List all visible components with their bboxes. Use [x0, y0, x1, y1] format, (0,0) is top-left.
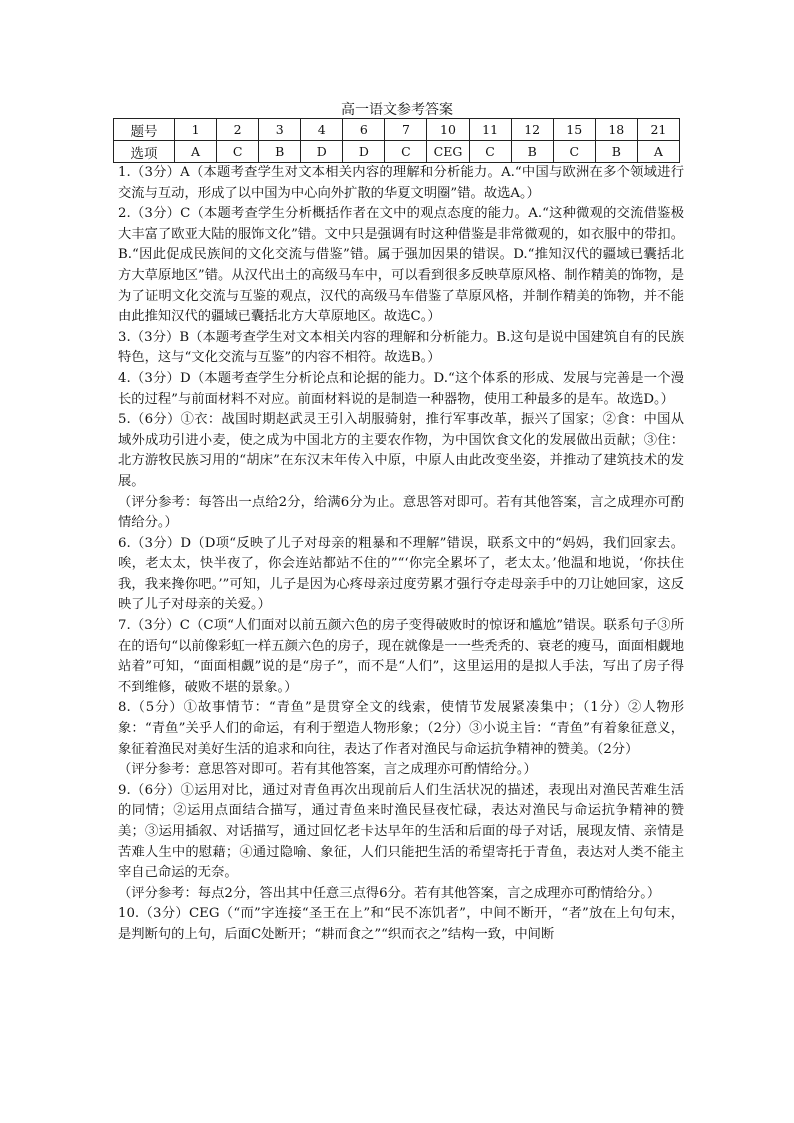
answer-paragraph-q9: 9.（6分）①运用对比，通过对青鱼再次出现前后人们生活状况的描述，表现出对渔民苦难生活的同情；②运用点面结合描写，通过青鱼来时渔民昼夜忙碌，表达对渔民与命运抗争精神的赞美；③运用插叙、对话描写，通过回忆老卡达早年的生活和后面的母子对话，展现友情、亲情是苦难人生中的慰藉；④通过隐喻、象征，人们只能把生活的希望寄托于青鱼，表达对人类不能主宰自己命运的无奈。	[118, 782, 684, 881]
question-number-row	[114, 119, 680, 141]
answer-paragraph-q8: 8.（5分）①故事情节：“青鱼”是贯穿全文的线索，使情节发展紧凑集中；（1分）②人物形象：“青鱼”关乎人们的命运，有利于塑造人物形象；（2分）③小说主旨：“青鱼”有着象征意义，象征着渔民对美好生活的追求和向往，表达了作者对渔民与命运抗争精神的赞美。（2分）	[118, 700, 684, 757]
scoring-note-q8: （评分参考：意思答对即可。若有其他答案，言之成理亦可酌情给分。）	[118, 762, 537, 778]
question-number-cell: 4	[301, 119, 343, 141]
answer-option-cell: C	[469, 141, 511, 163]
answer-option-cell: CEG	[427, 141, 469, 163]
answer-paragraph-q6: 6.（3分）D（D项“反映了儿子对母亲的粗暴和不理解”错误，联系文中的“妈妈，我们回家去。唉，老太太，快半夜了，你会连站都站不住的”“‘你完全累坏了，老太太。’他温和地说，‘你扶住我，我来搀你吧。’”可知，儿子是因为心疼母亲过度劳累才强行夺走母亲手中的刀让她回家，这反映了儿子对母亲的关爱。）	[118, 535, 684, 613]
answer-option-cell: B	[595, 141, 637, 163]
question-number-cell: 7	[385, 119, 427, 141]
answer-paragraph-q10: 10.（3分）CEG（“而”字连接“圣王在上”和“民不冻饥者”，中间不断开，“者”放在上句句末，是判断句的上句，后面C处断开；“耕而食之”“织而衣之”结构一致，中间断	[118, 906, 684, 942]
answer-explanations	[118, 163, 684, 946]
question-number-cell: 10	[427, 119, 469, 141]
answer-option-cell: B	[511, 141, 553, 163]
answer-table	[113, 118, 680, 163]
answer-option-cell: B	[259, 141, 301, 163]
question-number-cell: 2	[217, 119, 259, 141]
answer-option-cell: A	[175, 141, 217, 163]
answer-paragraph-q1: 1.（3分）A（本题考查学生对文本相关内容的理解和分析能力。A.“中国与欧洲在多个领域进行交流与互动，形成了以中国为中心向外扩散的华夏文明圈”错。故选A。）	[118, 165, 684, 201]
question-number-cell: 15	[553, 119, 595, 141]
row-label-number: 题号	[114, 119, 175, 141]
answer-option-cell: A	[637, 141, 679, 163]
answer-paragraph-q5: 5.（6分）①衣：战国时期赵武灵王引入胡服骑射，推行军事改革，振兴了国家；②食：中国从域外成功引进小麦，使之成为中国北方的主要农作物，为中国饮食文化的发展做出贡献；③住：北方游牧民族习用的“胡床”在东汉末年传入中原，中原人由此改变坐姿，并推动了建筑技术的发展。	[118, 412, 684, 489]
row-label-option: 选项	[114, 141, 175, 163]
answer-option-cell: C	[553, 141, 595, 163]
answer-paragraph-q2: 2.（3分）C（本题考查学生分析概括作者在文中的观点态度的能力。A.“这种微观的交流借鉴极大丰富了欧亚大陆的服饰文化”错。文中只是强调有时这种借鉴是非常微观的，如衣服中的带扣。B.“因此促成民族间的文化交流与借鉴”错。属于强加因果的错误。D.“推知汉代的疆域已囊括北方大草原地区”错。从汉代出土的高级马车中，可以看到很多反映草原风格、制作精美的饰物，是为了证明文化交流与互鉴的观点，汉代的高级马车借鉴了草原风格，并制作精美的饰物，并不能由此推知汉代的疆域已囊括北方大草原地区。故选C。）	[118, 206, 684, 325]
question-number-cell: 21	[637, 119, 679, 141]
answer-option-cell: D	[301, 141, 343, 163]
question-number-cell: 1	[175, 119, 217, 141]
scoring-note-q5: （评分参考：每答出一点给2分，给满6分为止。意思答对即可。若有其他答案，言之成理亦可酌情给分。）	[118, 494, 684, 531]
question-number-cell: 11	[469, 119, 511, 141]
page-title: 高一语文参考答案	[341, 102, 453, 118]
answer-option-cell: C	[385, 141, 427, 163]
question-number-cell: 12	[511, 119, 553, 141]
answer-option-cell: C	[217, 141, 259, 163]
question-number-cell: 6	[343, 119, 385, 141]
answer-paragraph-q3: 3.（3分）B（本题考查学生对文本相关内容的理解和分析能力。B.这句是说中国建筑自有的民族特色，这与“文化交流与互鉴”的内容不相符。故选B。）	[118, 329, 684, 366]
question-number-cell: 18	[595, 119, 637, 141]
question-number-cell: 3	[259, 119, 301, 141]
scoring-note-q9: （评分参考：每点2分，答出其中任意三点得6分。若有其他答案，言之成理亦可酌情给分。）	[118, 885, 661, 901]
answer-paragraph-q7: 7.（3分）C（C项“人们面对以前五颜六色的房子变得破败时的惊讶和尴尬”错误。联系句子③所在的语句“以前像彩虹一样五颜六色的房子，现在就像是一一些秃秃的、衰老的瘦马，面面相觑地站着”可知，“面面相觑”说的是“房子”，而不是“人们”，这里运用的是拟人手法，写出了房子得不到维修，破败不堪的景象。）	[118, 618, 684, 695]
answer-option-row	[114, 141, 680, 163]
answer-paragraph-q4: 4.（3分）D（本题考查学生分析论点和论据的能力。D.“这个体系的形成、发展与完善是一个漫长的过程”与前面材料不对应。前面材料说的是制造一种器物，使用工种最多的是车。故选D。）	[118, 370, 684, 407]
answer-option-cell: D	[343, 141, 385, 163]
